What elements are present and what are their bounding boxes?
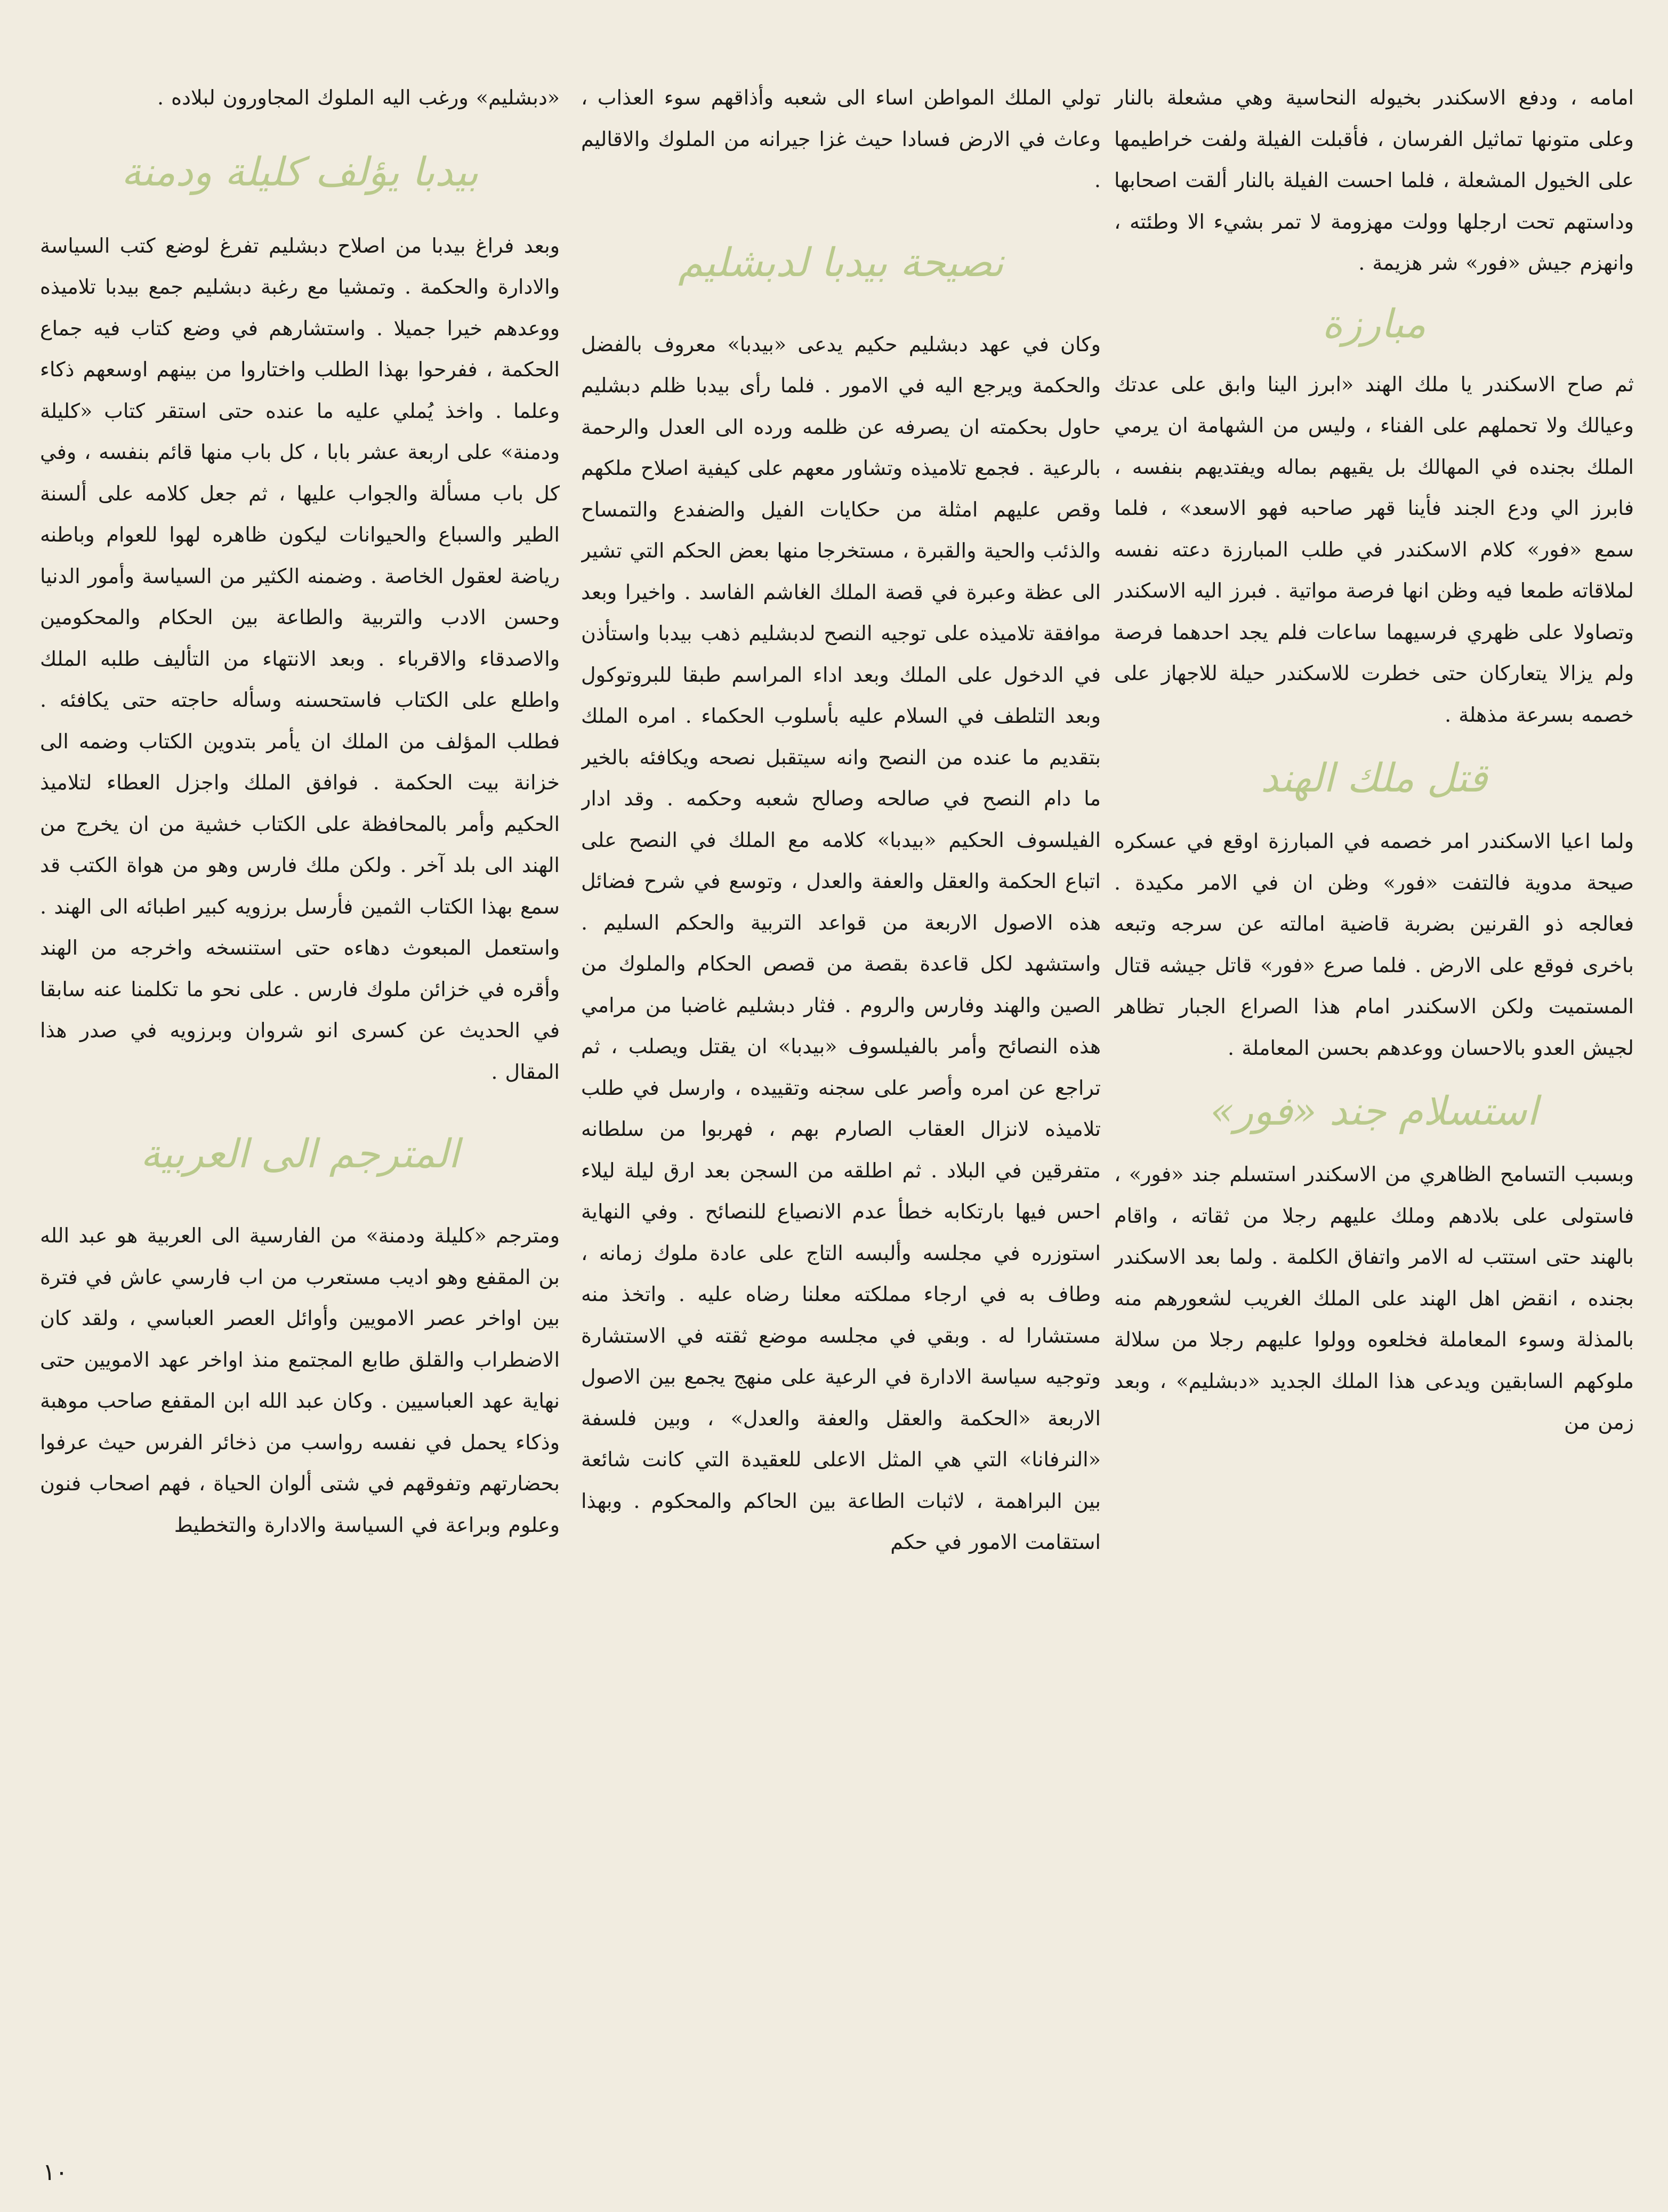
body-paragraph: وكان في عهد دبشليم حكيم يدعى «بيدبا» معروف بالفضل والحكمة ويرجع اليه في الامور . فلما رأى بيدبا ظلم دبشليم حاول بحكمته ان يصرفه عن ظلمه ورده الى العدل والرحمة بالرعية . فجمع تلاميذه وتشاور معهم على كيفية اصلاح ملكهم وقص عليهم امثلة من حكايات الفيل والضفدع والتمساح والذئب والحية والقبرة ، مستخرجا منها بعض الحكم التي تشير الى عظة وعبرة في قصة الملك الغاشم الفاسد . واخيرا وبعد موافقة تلاميذه على توجيه النصح لدبشليم ذهب بيدبا واستأذن في الدخول على الملك وبعد اداء المراسم طبقا للبروتوكول وبعد التلطف في السلام عليه بأسلوب الحكماء . امره الملك بتقديم ما عنده من النصح وانه سيتقبل نصحه ويكافئه بالخير ما دام النصح في صالحه وصالح شعبه وحكمه . وقد ادار الفيلسوف الحكيم «بيدبا» كلامه مع الملك في النصح على اتباع الحكمة والعقل والعفة والعدل ، وتوسع في شرح فضائل هذه الاصول الاربعة من قواعد التربية والحكم السليم . واستشهد لكل قاعدة بقصة من قصص الحكام والملوك من الصين والهند وفارس والروم . فثار دبشليم غاضبا من مرامي هذه النصائح وأمر بالفيلسوف «بيدبا» ان يقتل ويصلب ، ثم تراجع عن امره وأصر على سجنه وتقييده ، وارسل في طلب تلاميذه لانزال العقاب الصارم بهم ، فهربوا من سلطانه متفرقين في البلاد . ثم اطلقه من السجن بعد ارق ليلة ليلاء احس فيها بارتكابه خطأ عدم الانصياع للنصائح . وفي النهاية استوزره في مجلسه وألبسه التاج على عادة ملوك زمانه ، وطاف به في ارجاء مملكته معلنا رضاه عليه . واتخذ منه مستشارا له . وبقي في مجلسه موضع ثقته في الاستشارة وتوجيه سياسة الادارة في الرعية على منهج يجمع بين الاصول الاربعة «الحكمة والعقل والعفة والعدل» ، وبين فلسفة «النرفانا» التي هي المثل الاعلى للعقيدة التي كانت شائعة بين البراهمة ، لاثبات الطاعة بين الحاكم والمحكوم . وبهذا استقامت الامور في حكم (581, 332, 1101, 1554)
body-paragraph: امامه ، ودفع الاسكندر بخيوله النحاسية وهي مشعلة بالنار وعلى متونها تماثيل الفرسان ، فأقبلت الفيلة ولفت خراطيمها على الخيول المشعلة ، فلما احست الفيلة بالنار ألقت اصحابها وداستهم تحت ارجلها وولت مهزومة لا تمر بشيء الا وطئته ، وانهزم جيش «فور» شر هزيمة . (1114, 86, 1634, 275)
section-heading: المترجم الى العربية (140, 1131, 460, 1177)
page-number: ١٠ (43, 2159, 68, 2186)
body-paragraph: ثم صاح الاسكندر يا ملك الهند «ابرز الينا وابق على عدتك وعيالك ولا تحملهم على الفناء ، وليس من الشهامة ان يرمي الملك بجنده في المهالك بل يقيهم بماله ويفتديهم بنفسه ، فابرز الي ودع الجند فأينا قهر صاحبه فهو الاسعد» ، فلما سمع «فور» كلام الاسكندر في طلب المبارزة دعته نفسه لملاقاته طمعا فيه وظن انها فرصة مواتية . فبرز اليه الاسكندر وتصاولا على ظهري فرسيهما ساعات فلم يجد احدهما فرصة ولم يزالا يتعاركان حتى خطرت للاسكندر حيلة للاجهاز على خصمه بسرعة مذهلة . (1114, 372, 1634, 726)
body-paragraph: «دبشليم» ورغب اليه الملوك المجاورون لبلاده . (157, 86, 560, 109)
section-heading: نصيحة بيدبا لدبشليم (678, 239, 1004, 286)
section-heading: بيدبا يؤلف كليلة ودمنة (121, 149, 479, 195)
right-column (1114, 77, 1634, 2135)
section-heading: استسلام جند «فور» (1210, 1088, 1538, 1134)
body-paragraph: وبعد فراغ بيدبا من اصلاح دبشليم تفرغ لوضع كتب السياسة والادارة والحكمة . وتمشيا مع رغبة دبشليم جمع بيدبا تلاميذه ووعدهم خيرا جميلا . واستشارهم في وضع كتاب فيه جماع الحكمة ، ففرحوا بهذا الطلب واختاروا من بينهم اوسعهم ذكاء وعلما . واخذ يُملي عليه ما عنده حتى استقر كتاب «كليلة ودمنة» على اربعة عشر بابا ، كل باب منها قائم بنفسه ، وفي كل باب مسألة والجواب عليها ، ثم جعل كلامه على ألسنة الطير والسباع والحيوانات ليكون ظاهره لهوا للعوام وباطنه رياضة لعقول الخاصة . وضمنه الكثير من السياسة وأمور الدنيا وحسن الادب والتربية والطاعة بين الحكام والمحكومين والاصدقاء والاقرباء . وبعد الانتهاء من التأليف طلبه الملك واطلع على الكتاب فاستحسنه وسأله حاجته حتى يكافئه . فطلب المؤلف من الملك ان يأمر بتدوين الكتاب وضمه الى خزانة بيت الحكمة . فوافق الملك واجزل العطاء لتلاميذ الحكيم وأمر بالمحافظة على الكتاب خشية من ان يخرج من الهند الى بلد آخر . ولكن ملك فارس وهو من هواة الكتب قد سمع بهذا الكتاب الثمين فأرسل برزويه كبير اطبائه الى الهند . واستعمل المبعوث دهاءه حتى استنسخه واخرجه من الهند وأقره في خزائن ملوك فارس . على نحو ما تكلمنا عنه سابقا في الحديث عن كسرى انو شروان وبرزويه في صدر هذا المقال . (40, 233, 560, 1084)
section-heading: قتل ملك الهند (1260, 755, 1488, 801)
middle-column (581, 77, 1101, 2135)
left-column (40, 77, 560, 2135)
body-paragraph: وبسبب التسامح الظاهري من الاسكندر استسلم جند «فور» ، فاستولى على بلادهم وملك عليهم رجلا من ثقاته ، واقام بالهند حتى استتب له الامر واتفاق الكلمة . ولما بعد الاسكندر بجنده ، انقض اهل الهند على الملك الغريب لشعورهم منه بالمذلة وسوء المعاملة فخلعوه وولوا عليهم رجلا من سلالة ملوكهم السابقين ويدعى هذا الملك الجديد «دبشليم» ، وبعد زمن من (1114, 1162, 1634, 1434)
body-paragraph: ومترجم «كليلة ودمنة» من الفارسية الى العربية هو عبد الله بن المقفع وهو اديب مستعرب من اب فارسي عاش في فترة بين اواخر عصر الامويين وأوائل العصر العباسي ، ولقد كان الاضطراب والقلق طابع المجتمع منذ اواخر عهد الامويين حتى نهاية عهد العباسيين . وكان عبد الله ابن المقفع صاحب موهبة وذكاء يحمل في نفسه رواسب من ذخائر الفرس حيث عرفوا بحضارتهم وتفوقهم في شتى ألوان الحياة ، فهم اصحاب فنون وعلوم وبراعة في السياسة والادارة والتخطيط (40, 1224, 560, 1537)
body-paragraph: تولي الملك المواطن اساء الى شعبه وأذاقهم سوء العذاب ، وعاث في الارض فسادا حيث غزا جيرانه من الملوك والاقاليم . (581, 86, 1101, 192)
section-heading: مبارزة (1322, 301, 1426, 347)
body-paragraph: ولما اعيا الاسكندر امر خصمه في المبارزة اوقع في عسكره صيحة مدوية فالتفت «فور» وظن ان في الامر مكيدة . فعالجه ذو القرنين بضربة قاضية امالته عن سرجه وتبعه باخرى فوقع على الارض . فلما صرع «فور» قاتل جيشه قتال المستميت ولكن الاسكندر امام هذا الصراع الجبار تظاهر لجيش العدو بالاحسان ووعدهم بحسن المعاملة . (1114, 829, 1634, 1060)
